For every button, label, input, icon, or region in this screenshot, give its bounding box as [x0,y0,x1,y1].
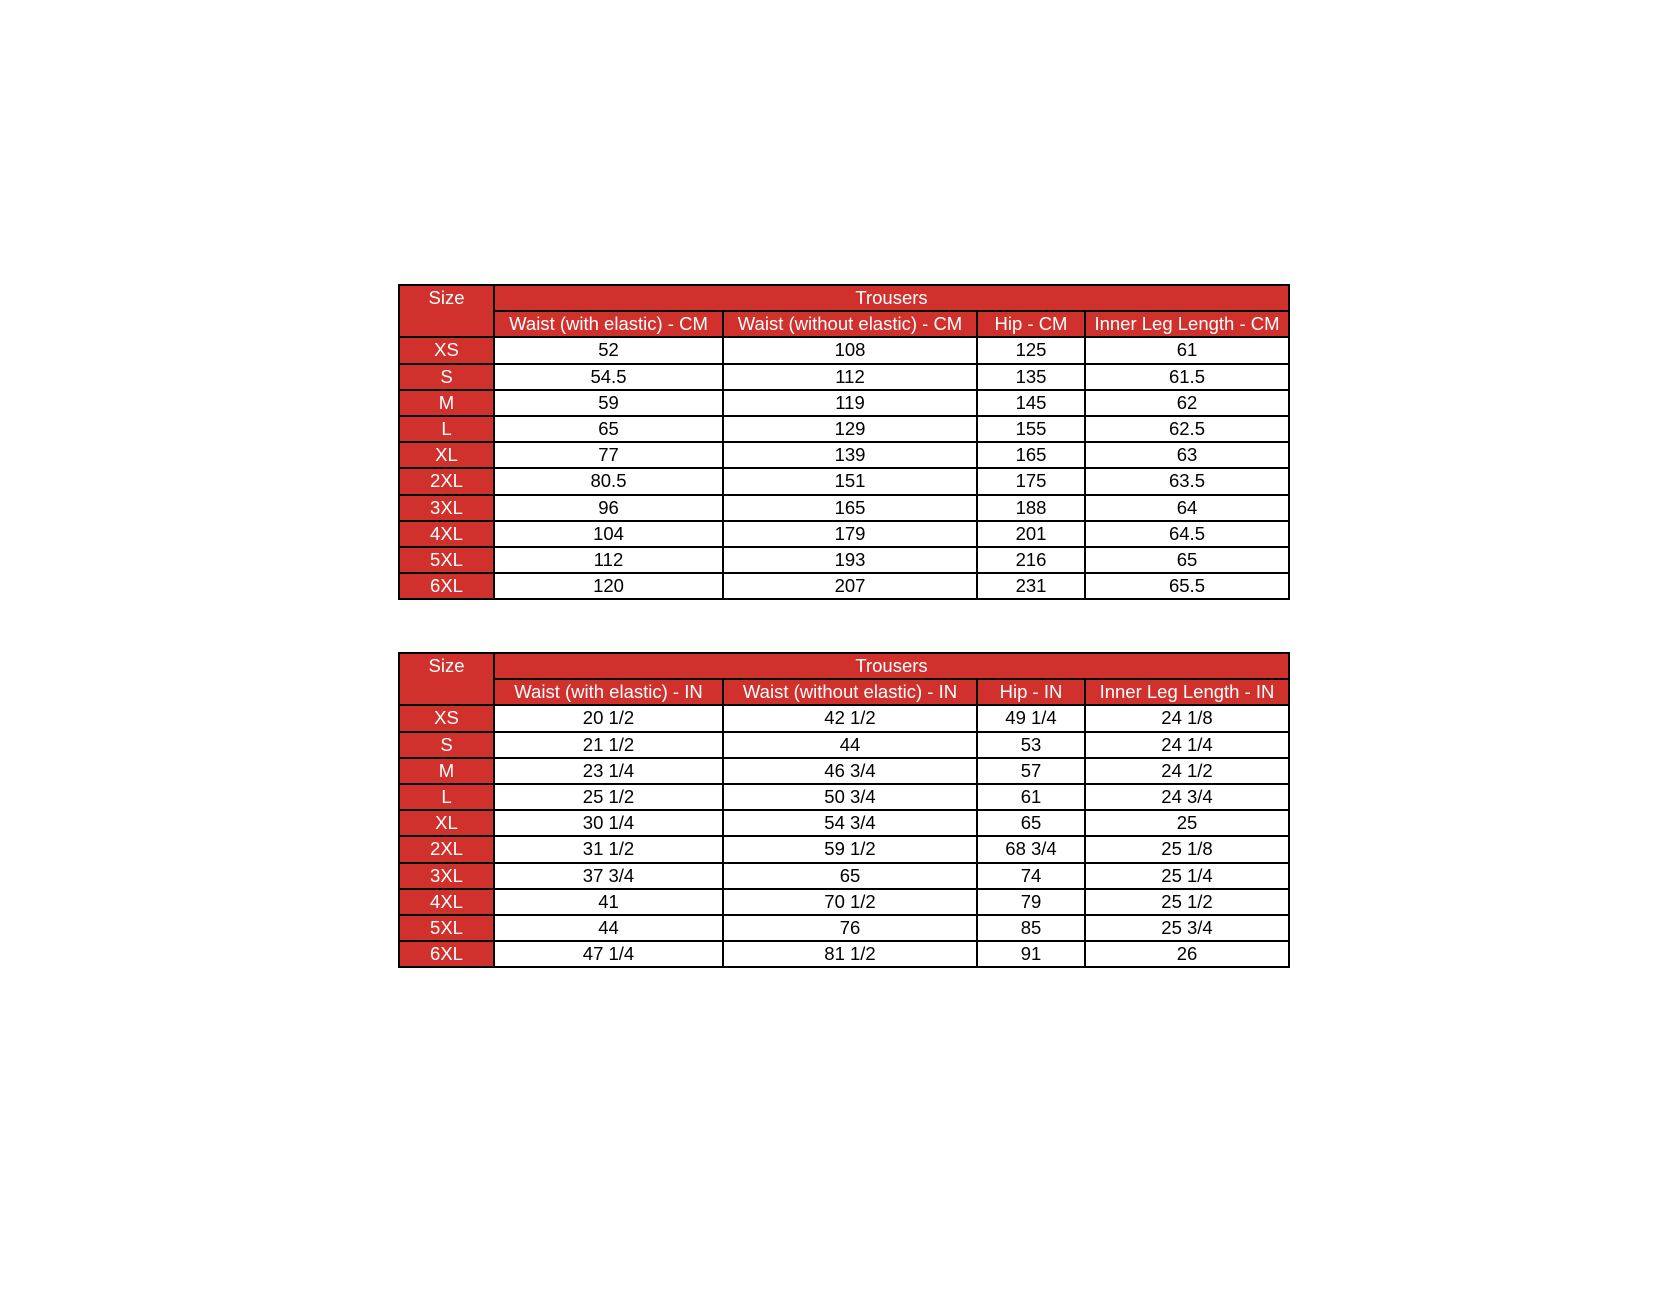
trousers-group-header: Trousers [494,653,1289,679]
waist-without-elastic-cell: 165 [723,495,977,521]
table-row [399,915,1289,941]
inner-leg-length-cell: 64.5 [1085,521,1289,547]
hip-cell: 57 [977,758,1085,784]
waist-without-elastic-cell: 139 [723,442,977,468]
waist-with-elastic-cell: 112 [494,547,723,573]
size-label-cell: 4XL [399,521,494,547]
size-label-cell: L [399,784,494,810]
inner-leg-length-cell: 25 [1085,810,1289,836]
waist-without-elastic-cell: 151 [723,468,977,494]
inner-leg-length-cell: 65 [1085,547,1289,573]
waist-without-elastic-cell: 46 3/4 [723,758,977,784]
table-row [399,521,1289,547]
hip-cell: 175 [977,468,1085,494]
waist-without-elastic-cell: 76 [723,915,977,941]
inner-leg-length-cell: 63 [1085,442,1289,468]
inner-leg-length-cell: 24 1/8 [1085,705,1289,731]
column-header-waist-without-elastic: Waist (without elastic) - CM [723,311,977,337]
table-row [399,416,1289,442]
waist-without-elastic-cell: 50 3/4 [723,784,977,810]
table-row [399,390,1289,416]
column-header-waist-without-elastic: Waist (without elastic) - IN [723,679,977,705]
waist-with-elastic-cell: 54.5 [494,364,723,390]
size-label-cell: M [399,390,494,416]
size-label-cell: L [399,416,494,442]
inner-leg-length-cell: 62 [1085,390,1289,416]
table-row [399,468,1289,494]
size-column-header: Size [399,653,494,705]
size-label-cell: XL [399,810,494,836]
waist-without-elastic-cell: 59 1/2 [723,836,977,862]
inner-leg-length-cell: 25 1/4 [1085,863,1289,889]
inner-leg-length-cell: 25 1/2 [1085,889,1289,915]
inner-leg-length-cell: 24 1/2 [1085,758,1289,784]
inner-leg-length-cell: 65.5 [1085,573,1289,599]
table-body [399,705,1289,967]
waist-with-elastic-cell: 37 3/4 [494,863,723,889]
hip-cell: 91 [977,941,1085,967]
hip-cell: 135 [977,364,1085,390]
waist-without-elastic-cell: 129 [723,416,977,442]
column-header-inner-leg-length: Inner Leg Length - IN [1085,679,1289,705]
size-label-cell: S [399,732,494,758]
waist-with-elastic-cell: 120 [494,573,723,599]
waist-without-elastic-cell: 108 [723,337,977,363]
waist-without-elastic-cell: 207 [723,573,977,599]
table-row [399,364,1289,390]
table-header-row [399,653,1289,679]
size-chart-table-cm [398,284,1290,600]
table-subheader-row [399,311,1289,337]
column-header-inner-leg-length: Inner Leg Length - CM [1085,311,1289,337]
table-row [399,810,1289,836]
table-row [399,941,1289,967]
inner-leg-length-cell: 24 3/4 [1085,784,1289,810]
inner-leg-length-cell: 61.5 [1085,364,1289,390]
waist-without-elastic-cell: 193 [723,547,977,573]
hip-cell: 65 [977,810,1085,836]
inner-leg-length-cell: 63.5 [1085,468,1289,494]
table-row [399,547,1289,573]
waist-with-elastic-cell: 31 1/2 [494,836,723,862]
hip-cell: 79 [977,889,1085,915]
size-label-cell: 6XL [399,941,494,967]
size-label-cell: S [399,364,494,390]
hip-cell: 231 [977,573,1085,599]
size-label-cell: 3XL [399,495,494,521]
waist-with-elastic-cell: 77 [494,442,723,468]
size-column-header: Size [399,285,494,337]
hip-cell: 61 [977,784,1085,810]
trousers-group-header: Trousers [494,285,1289,311]
waist-with-elastic-cell: 30 1/4 [494,810,723,836]
waist-without-elastic-cell: 81 1/2 [723,941,977,967]
waist-without-elastic-cell: 112 [723,364,977,390]
table-body [399,337,1289,599]
hip-cell: 68 3/4 [977,836,1085,862]
table-row [399,836,1289,862]
size-label-cell: M [399,758,494,784]
inner-leg-length-cell: 64 [1085,495,1289,521]
waist-with-elastic-cell: 20 1/2 [494,705,723,731]
table-subheader-row [399,679,1289,705]
waist-with-elastic-cell: 52 [494,337,723,363]
waist-with-elastic-cell: 59 [494,390,723,416]
column-header-hip: Hip - IN [977,679,1085,705]
hip-cell: 53 [977,732,1085,758]
column-header-hip: Hip - CM [977,311,1085,337]
waist-without-elastic-cell: 70 1/2 [723,889,977,915]
waist-without-elastic-cell: 179 [723,521,977,547]
size-label-cell: 4XL [399,889,494,915]
hip-cell: 216 [977,547,1085,573]
size-label-cell: 2XL [399,836,494,862]
size-label-cell: XL [399,442,494,468]
waist-without-elastic-cell: 65 [723,863,977,889]
waist-without-elastic-cell: 119 [723,390,977,416]
waist-without-elastic-cell: 44 [723,732,977,758]
hip-cell: 145 [977,390,1085,416]
inner-leg-length-cell: 26 [1085,941,1289,967]
waist-without-elastic-cell: 42 1/2 [723,705,977,731]
hip-cell: 74 [977,863,1085,889]
table-row [399,863,1289,889]
inner-leg-length-cell: 61 [1085,337,1289,363]
waist-with-elastic-cell: 21 1/2 [494,732,723,758]
size-label-cell: 6XL [399,573,494,599]
waist-with-elastic-cell: 96 [494,495,723,521]
hip-cell: 85 [977,915,1085,941]
size-label-cell: 5XL [399,915,494,941]
waist-without-elastic-cell: 54 3/4 [723,810,977,836]
table-header-row [399,285,1289,311]
table-row [399,337,1289,363]
table-row [399,495,1289,521]
waist-with-elastic-cell: 23 1/4 [494,758,723,784]
table-row [399,442,1289,468]
hip-cell: 49 1/4 [977,705,1085,731]
waist-with-elastic-cell: 41 [494,889,723,915]
table-row [399,573,1289,599]
waist-with-elastic-cell: 44 [494,915,723,941]
waist-with-elastic-cell: 65 [494,416,723,442]
table-row [399,705,1289,731]
waist-with-elastic-cell: 25 1/2 [494,784,723,810]
inner-leg-length-cell: 24 1/4 [1085,732,1289,758]
waist-with-elastic-cell: 47 1/4 [494,941,723,967]
size-label-cell: 2XL [399,468,494,494]
size-label-cell: XS [399,337,494,363]
inner-leg-length-cell: 25 1/8 [1085,836,1289,862]
table-row [399,732,1289,758]
inner-leg-length-cell: 62.5 [1085,416,1289,442]
column-header-waist-with-elastic: Waist (with elastic) - CM [494,311,723,337]
size-label-cell: 5XL [399,547,494,573]
table-row [399,758,1289,784]
waist-with-elastic-cell: 80.5 [494,468,723,494]
size-label-cell: XS [399,705,494,731]
hip-cell: 155 [977,416,1085,442]
inner-leg-length-cell: 25 3/4 [1085,915,1289,941]
table-row [399,784,1289,810]
size-chart-table-in [398,652,1290,968]
waist-with-elastic-cell: 104 [494,521,723,547]
table-row [399,889,1289,915]
column-header-waist-with-elastic: Waist (with elastic) - IN [494,679,723,705]
hip-cell: 165 [977,442,1085,468]
hip-cell: 188 [977,495,1085,521]
hip-cell: 201 [977,521,1085,547]
hip-cell: 125 [977,337,1085,363]
size-label-cell: 3XL [399,863,494,889]
